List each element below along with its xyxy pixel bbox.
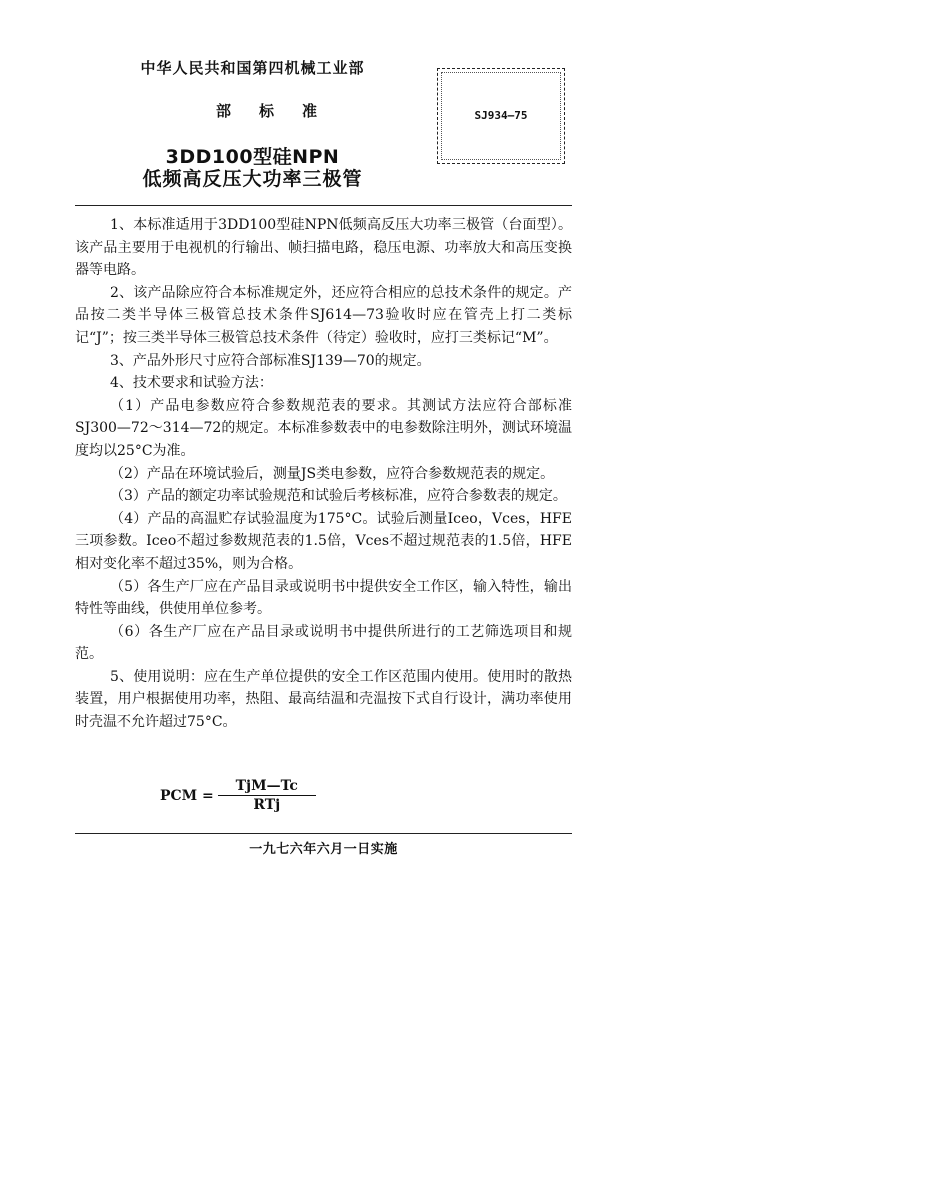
document-title-line1: 3DD100型硅NPN [165, 146, 340, 168]
top-divider [75, 205, 572, 206]
formula-numerator: TjM—Tc [218, 778, 316, 796]
clause-4-5: （5）各生产厂应在产品目录或说明书中提供安全工作区，输入特性，输出特性等曲线，供使用单位参考。 [75, 578, 572, 618]
clause-5: 5、使用说明：应在生产单位提供的安全工作区范围内使用。使用时的散热装置，用户根据使用功率，热阻、最高结温和壳温按下式自行设计，满功率使用时壳温不允许超过75°C。 [75, 668, 572, 731]
clause-4: 4、技术要求和试验方法： [110, 375, 273, 392]
formula-lhs: PCM = [160, 787, 214, 804]
formula-denominator: RTj [253, 797, 281, 813]
clause-4-6: （6）各生产厂应在产品目录或说明书中提供所进行的工艺筛选项目和规范。 [75, 623, 572, 663]
body-text [75, 214, 572, 734]
clause-1: 1、本标准适用于3DD100型硅NPN低频高反压大功率三极管（台面型）。该产品主要用于电视机的行输出、帧扫描电路，稳压电源、功率放大和高压变换器等电路。 [75, 217, 572, 279]
clause-2: 2、该产品除应符合本标准规定外，还应符合相应的总技术条件的规定。产品按二类半导体三极管总技术条件SJ614—73验收时应在管壳上打二类标记“J”；按三类半导体三极管总技术条件（待定）验收时，应打三类标记“M”。 [75, 284, 572, 346]
clause-4-3: （3）产品的额定功率试验规范和试验后考核标准，应符合参数表的规定。 [110, 488, 567, 505]
standard-code: SJ934—75 [474, 109, 528, 122]
effective-date: 一九七六年六月一日实施 [249, 842, 398, 857]
bottom-divider [75, 833, 572, 834]
document-title-line2: 低频高反压大功率三极管 [142, 168, 363, 190]
power-formula [160, 778, 316, 813]
clause-3: 3、产品外形尺寸应符合部标准SJ139—70的规定。 [110, 352, 431, 369]
clause-4-2: （2）产品在环境试验后，测量JS类电参数，应符合参数规范表的规定。 [110, 465, 555, 482]
standard-code-box [437, 68, 565, 164]
ministry-name: 中华人民共和国第四机械工业部 [140, 59, 365, 77]
clause-4-1: （1）产品电参数应符合参数规范表的要求。其测试方法应符合部标准SJ300—72～314—72的规定。本标准参数表中的电参数除注明外，测试环境温度均以25°C为准。 [75, 397, 572, 459]
standard-type: 部标准 [215, 102, 345, 120]
clause-4-4: （4）产品的高温贮存试验温度为175°C。试验后测量Iceo，Vces，HFE三项参数。Iceo不超过参数规范表的1.5倍，Vces不超过规范表的1.5倍，HFE相对变化率不超过35%，则为合格。 [75, 510, 572, 572]
formula-fraction [218, 778, 316, 813]
